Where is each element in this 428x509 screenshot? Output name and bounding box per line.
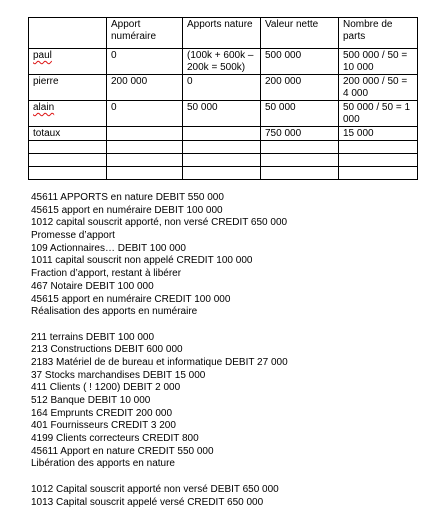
- header-cell-apport-numeraire: Apport numéraire: [107, 18, 183, 49]
- table-row-empty: [29, 153, 418, 166]
- table-cell: (100k + 600k – 200k = 500k): [183, 49, 261, 75]
- journal-block-promesse: [31, 192, 421, 319]
- journal-line: 45611 APPORTS en nature DEBIT 550 000: [31, 192, 421, 205]
- journal-line: 45615 apport en numéraire CREDIT 100 000: [31, 294, 421, 307]
- journal-line: 213 Constructions DEBIT 600 000: [31, 344, 421, 357]
- table-row-empty: [29, 166, 418, 179]
- journal-line: Réalisation des apports en numéraire: [31, 306, 421, 319]
- table-cell: 200 000: [107, 75, 183, 101]
- journal-block-capital: [31, 484, 421, 509]
- apports-table: [28, 17, 418, 180]
- table-cell-name: totaux: [29, 127, 107, 141]
- journal-line: 467 Notaire DEBIT 100 000: [31, 281, 421, 294]
- journal-line: 164 Emprunts CREDIT 200 000: [31, 408, 421, 421]
- header-cell-valeur-nette: Valeur nette: [261, 18, 339, 49]
- table-cell-name: [29, 101, 107, 127]
- table-cell-name: pierre: [29, 75, 107, 101]
- journal-line: 1011 capital souscrit non appelé CREDIT 100 000: [31, 255, 421, 268]
- journal-line: 2183 Matériel de de bureau et informatique DEBIT 27 000: [31, 357, 421, 370]
- journal-line: 45615 apport en numéraire DEBIT 100 000: [31, 205, 421, 218]
- journal-line: 1013 Capital souscrit appelé versé CREDIT 650 000: [31, 497, 421, 509]
- journal-entries: [31, 192, 421, 509]
- table-cell: 200 000 / 50 = 4 000: [339, 75, 418, 101]
- table-cell: 0: [107, 101, 183, 127]
- table-cell: 50 000: [183, 101, 261, 127]
- journal-line: Libération des apports en nature: [31, 458, 421, 471]
- table-cell-name: [29, 49, 107, 75]
- header-cell-apports-nature: Apports nature: [183, 18, 261, 49]
- journal-line: 37 Stocks marchandises DEBIT 15 000: [31, 370, 421, 383]
- name-alain: alain: [33, 102, 54, 113]
- journal-line: 1012 capital souscrit apporté, non versé CREDIT 650 000: [31, 217, 421, 230]
- journal-line: 4199 Clients correcteurs CREDIT 800: [31, 433, 421, 446]
- table-cell: 15 000: [339, 127, 418, 141]
- table-cell: 50 000: [261, 101, 339, 127]
- journal-line: 401 Fournisseurs CREDIT 3 200: [31, 420, 421, 433]
- journal-line: 411 Clients ( ! 1200) DEBIT 2 000: [31, 382, 421, 395]
- blank-line: [31, 319, 421, 332]
- table-cell: 0: [107, 49, 183, 75]
- header-cell-empty: [29, 18, 107, 49]
- journal-line: Fraction d’apport, restant à libérer: [31, 268, 421, 281]
- table-cell: [107, 127, 183, 141]
- name-paul: paul: [33, 50, 52, 61]
- table-row-totaux: [29, 127, 418, 141]
- table-cell: 750 000: [261, 127, 339, 141]
- journal-line: Promesse d’apport: [31, 230, 421, 243]
- table-cell: 0: [183, 75, 261, 101]
- table-row-pierre: [29, 75, 418, 101]
- journal-line: 1012 Capital souscrit apporté non versé DEBIT 650 000: [31, 484, 421, 497]
- table-cell: 200 000: [261, 75, 339, 101]
- table-row-alain: [29, 101, 418, 127]
- table-row-paul: [29, 49, 418, 75]
- table-row-empty: [29, 140, 418, 153]
- table-header-row: [29, 18, 418, 49]
- journal-block-liberation-nature: [31, 332, 421, 472]
- blank-line: [31, 471, 421, 484]
- table-cell: [183, 127, 261, 141]
- header-cell-nombre-parts: Nombre de parts: [339, 18, 418, 49]
- journal-line: 109 Actionnaires… DEBIT 100 000: [31, 243, 421, 256]
- journal-line: 211 terrains DEBIT 100 000: [31, 332, 421, 345]
- table-cell: 500 000 / 50 = 10 000: [339, 49, 418, 75]
- journal-line: 512 Banque DEBIT 10 000: [31, 395, 421, 408]
- table-cell: 50 000 / 50 = 1 000: [339, 101, 418, 127]
- table-cell: 500 000: [261, 49, 339, 75]
- journal-line: 45611 Apport en nature CREDIT 550 000: [31, 446, 421, 459]
